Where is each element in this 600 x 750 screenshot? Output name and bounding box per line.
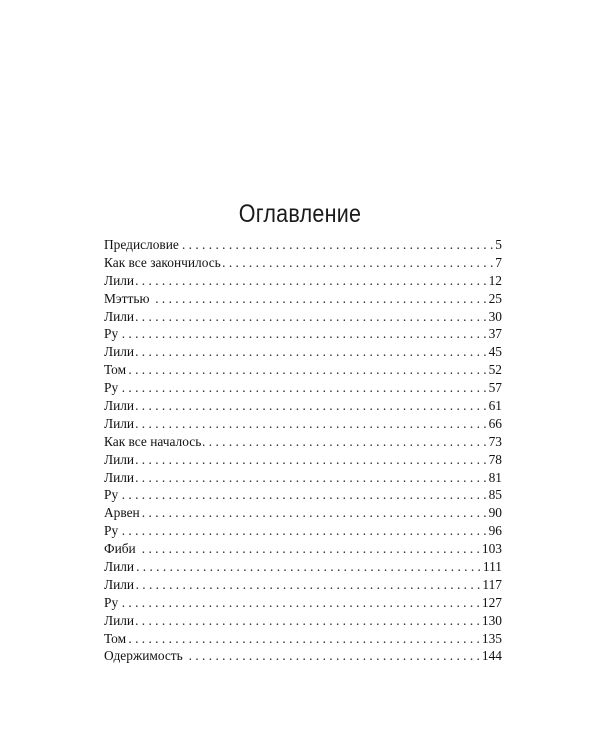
toc-entry-page-number: 45 [488, 344, 502, 360]
toc-dot-leader [136, 343, 487, 361]
toc-entry-page-number: 78 [488, 451, 502, 467]
toc-dot-leader [120, 594, 480, 612]
toc-entry-page-number: 5 [495, 237, 502, 252]
toc-entry-label: Лили [104, 415, 135, 431]
toc-dot-leader [120, 522, 486, 540]
toc-entry [104, 469, 502, 487]
toc-dot-leader [151, 290, 486, 308]
toc-entry-page-number: 73 [488, 433, 502, 449]
toc-entry-page-number: 25 [488, 290, 502, 306]
toc-entry-label: Лили [104, 576, 135, 592]
toc-dot-leader [136, 469, 487, 487]
toc-entry [104, 558, 502, 576]
toc-entry [104, 325, 502, 343]
toc-dot-leader [136, 397, 487, 415]
toc-entry-page-number: 130 [481, 612, 502, 628]
toc-entry [104, 540, 502, 558]
toc-entry-label: Том [104, 362, 127, 378]
toc-entry-page-number: 7 [495, 254, 502, 270]
toc-entry-label: Ру [104, 487, 119, 503]
toc-entry-label: Ру [104, 594, 119, 610]
toc-dot-leader [128, 361, 487, 379]
toc-entry-label: Фиби [104, 541, 136, 557]
toc-entry-page-number: 103 [481, 541, 502, 557]
toc-entry-page-number: 81 [488, 469, 502, 485]
toc-entry-label: Лили [104, 308, 135, 324]
toc-list [104, 236, 502, 665]
toc-dot-leader [120, 486, 486, 504]
toc-dot-leader [120, 379, 486, 397]
toc-entry-label: Ру [104, 380, 119, 396]
toc-entry-page-number: 144 [481, 648, 502, 664]
toc-dot-leader [136, 558, 481, 576]
toc-entry [104, 612, 502, 630]
toc-entry [104, 254, 502, 272]
toc-dot-leader [120, 325, 486, 343]
toc-entry [104, 630, 502, 648]
toc-entry-page-number: 52 [488, 362, 502, 378]
toc-entry-page-number: 12 [488, 272, 502, 288]
toc-entry-label: Как все закончилось [104, 254, 221, 270]
toc-entry-page-number: 111 [482, 559, 502, 575]
toc-entry-page-number: 96 [488, 523, 502, 539]
toc-dot-leader [136, 308, 487, 326]
toc-entry [104, 308, 502, 326]
toc-entry [104, 272, 502, 290]
toc-dot-leader [203, 433, 486, 451]
toc-entry-label: Предисловие [104, 237, 179, 252]
toc-entry [104, 343, 502, 361]
toc-entry-page-number: 90 [488, 505, 502, 521]
toc-entry [104, 397, 502, 415]
toc-entry-label: Ру [104, 326, 119, 342]
toc-entry [104, 647, 502, 665]
toc-entry-label: Лили [104, 612, 135, 628]
toc-entry [104, 576, 502, 594]
toc-entry-page-number: 30 [488, 308, 502, 324]
toc-entry [104, 522, 502, 540]
toc-entry [104, 594, 502, 612]
toc-dot-leader [136, 415, 487, 433]
toc-title: Оглавление [238, 200, 362, 228]
toc-entry [104, 504, 502, 522]
toc-dot-leader [136, 451, 487, 469]
toc-dot-leader [138, 540, 480, 558]
toc-dot-leader [142, 504, 487, 522]
toc-entry [104, 486, 502, 504]
toc-entry [104, 451, 502, 469]
toc-dot-leader [136, 612, 480, 630]
toc-entry-page-number: 61 [488, 398, 502, 414]
toc-entry [104, 236, 502, 254]
toc-entry-label: Лили [104, 398, 135, 414]
toc-entry [104, 415, 502, 433]
toc-entry-page-number: 127 [481, 594, 502, 610]
toc-entry-page-number: 85 [488, 487, 502, 503]
toc-entry-label: Том [104, 630, 127, 646]
toc-entry-label: Лили [104, 559, 135, 575]
toc-entry [104, 379, 502, 397]
toc-entry-label: Как все началось [104, 433, 202, 449]
toc-entry-page-number: 37 [488, 326, 502, 342]
toc-entry-label: Мэттью [104, 290, 150, 306]
toc-entry-label: Лили [104, 344, 135, 360]
toc-entry-label: Лили [104, 451, 135, 467]
toc-entry [104, 290, 502, 308]
toc-dot-leader [136, 272, 487, 290]
toc-dot-leader [136, 576, 480, 594]
toc-entry-page-number: 57 [488, 380, 502, 396]
toc-entry [104, 361, 502, 379]
toc-entry-page-number: 117 [482, 576, 502, 592]
toc-entry-label: Лили [104, 469, 135, 485]
toc-dot-leader [185, 647, 480, 665]
toc-entry [104, 433, 502, 451]
toc-dot-leader [181, 236, 493, 254]
toc-entry-page-number: 66 [488, 415, 502, 431]
toc-entry-label: Ру [104, 523, 119, 539]
toc-entry-label: Одержимость [104, 648, 183, 664]
toc-entry-label: Арвен [104, 505, 140, 521]
toc-dot-leader [128, 630, 480, 648]
toc-entry-label: Лили [104, 272, 135, 288]
toc-dot-leader [223, 254, 494, 272]
toc-entry-page-number: 135 [481, 630, 502, 646]
